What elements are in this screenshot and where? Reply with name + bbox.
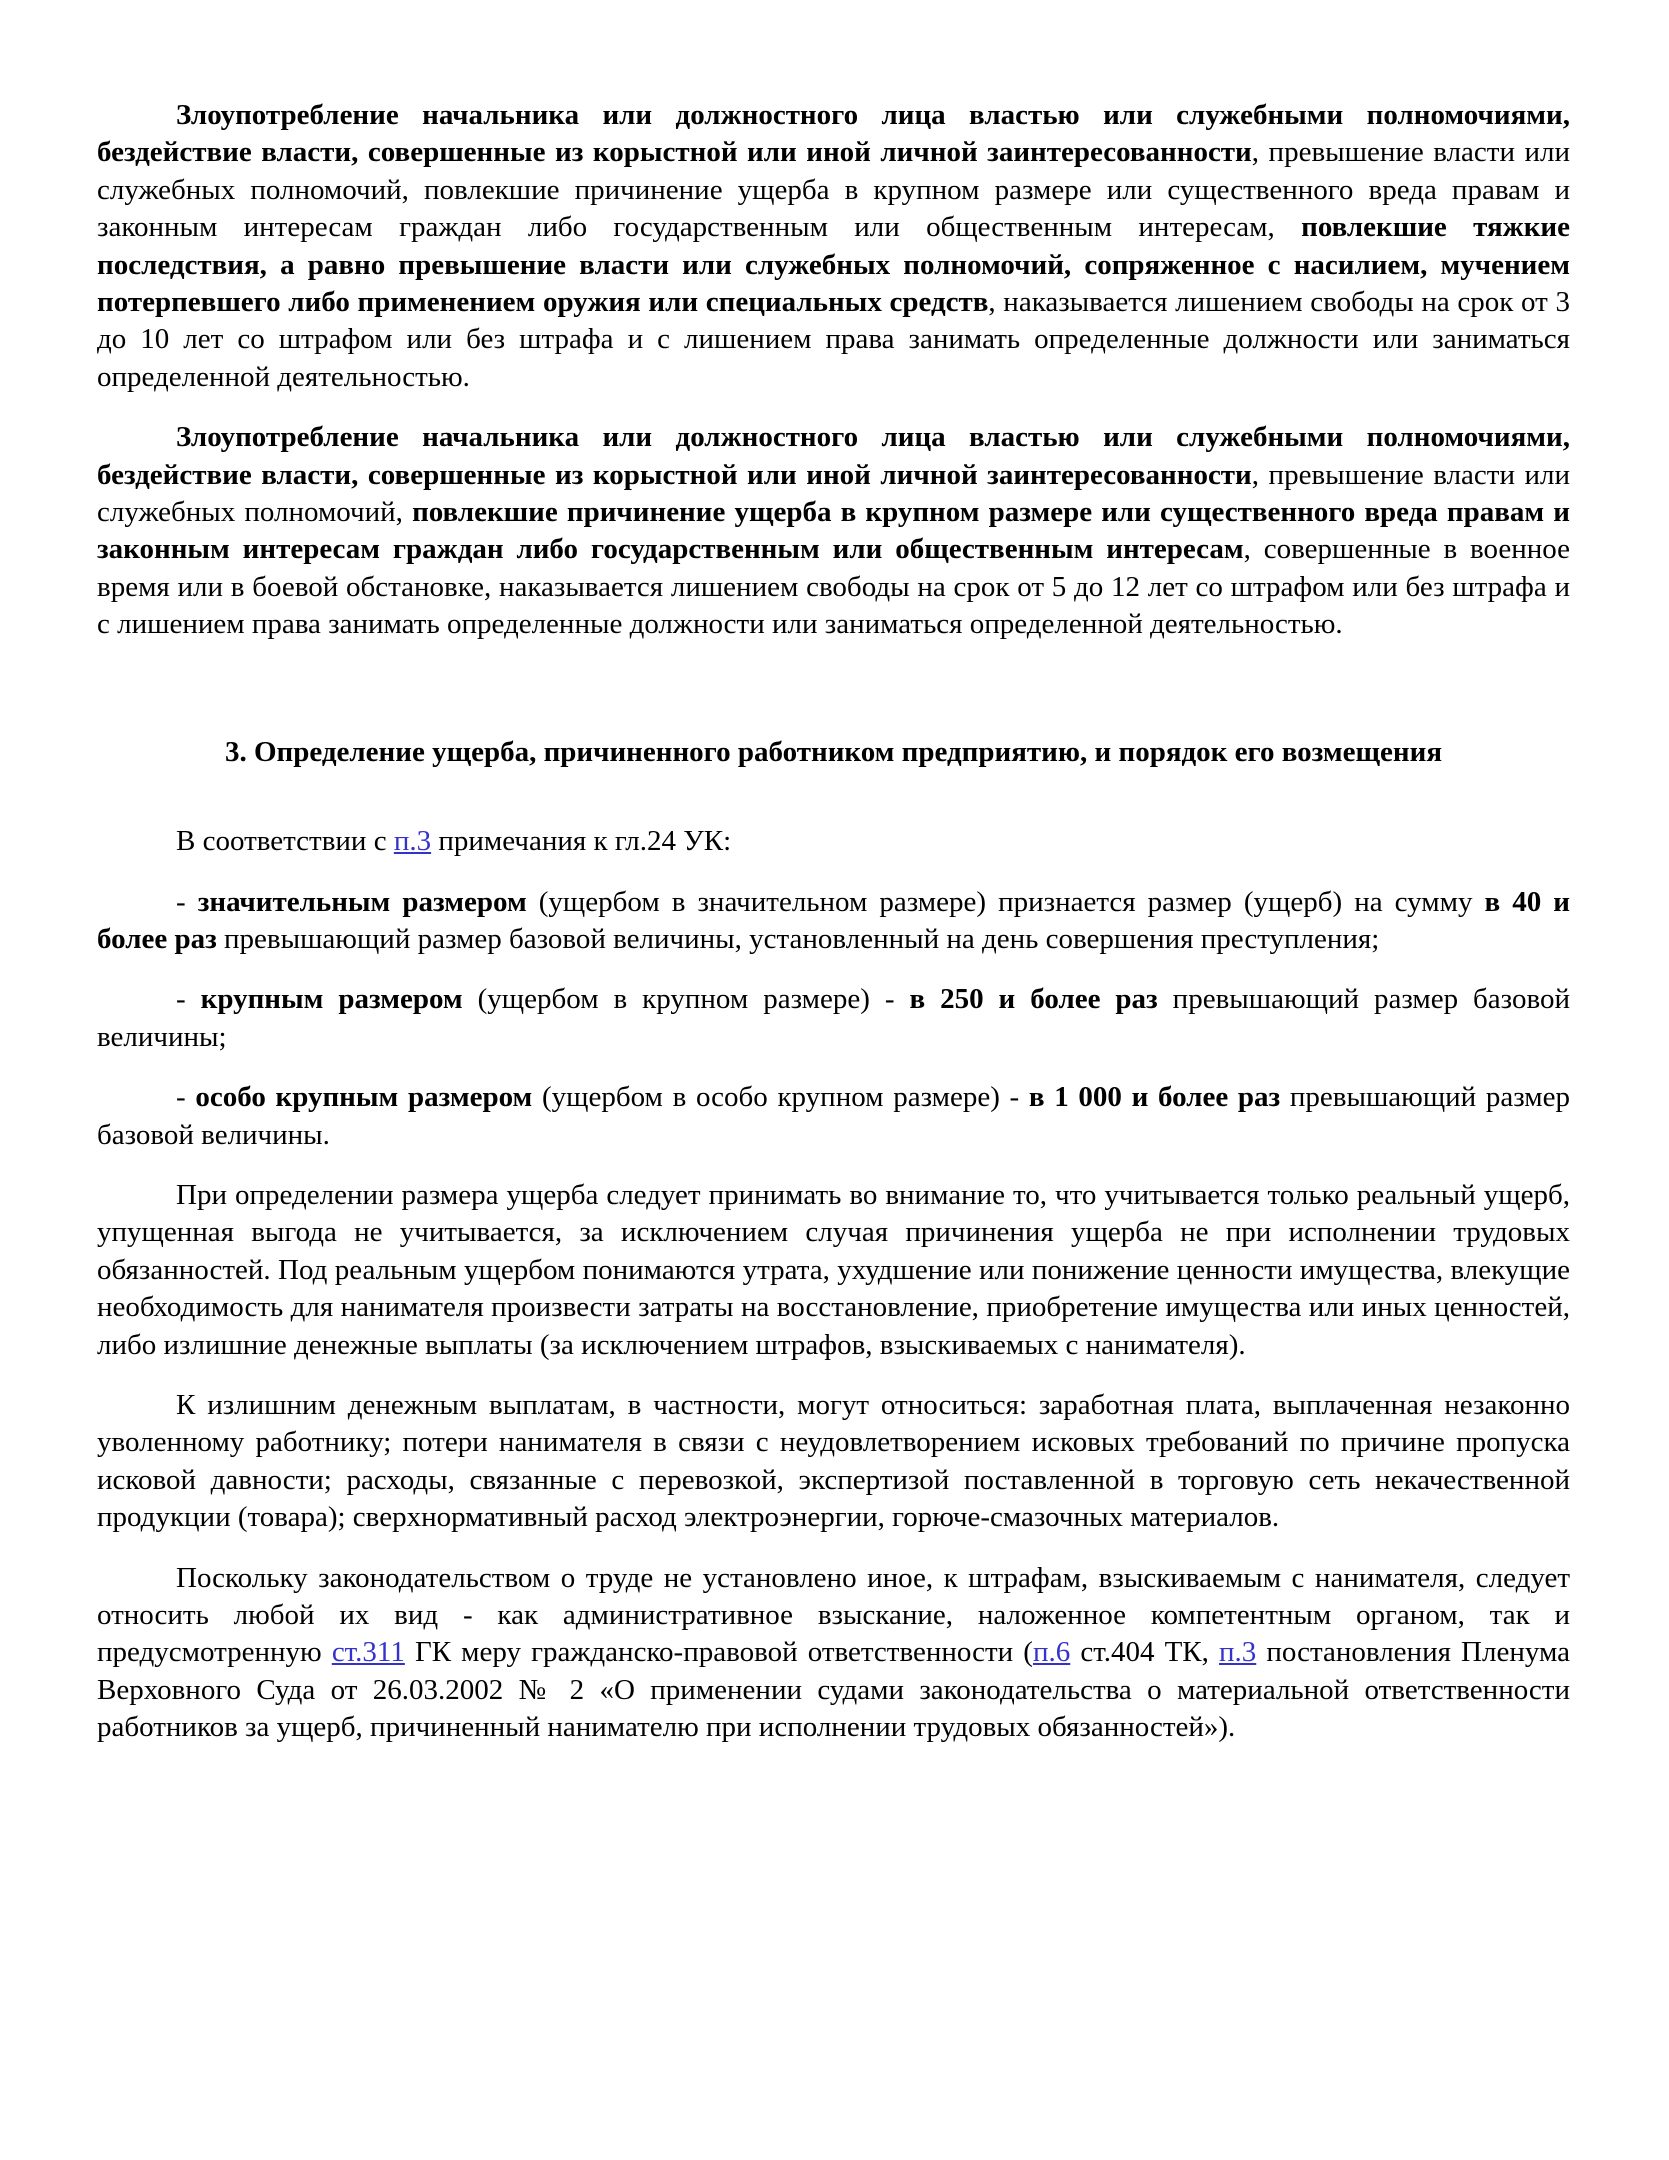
link-п.3[interactable]: п.3 [1218, 1636, 1257, 1669]
text-run: примечания к гл.24 УК: [431, 825, 732, 858]
bold-text-run: в 250 и более раз [909, 983, 1158, 1016]
paragraph [97, 1387, 1570, 1537]
text-run: , совершенные в военное время или в боевой обстановке, наказывается лишением свободы на срок от 5 до 12 лет со штрафом или без штрафа и с лишением права занимать определенные должности или заниматься определенной деятельностью. [97, 533, 1570, 641]
text-run: , наказывается лишением свободы на срок от 3 до 10 лет со штрафом или без штрафа и с лишением права занимать определенные должности или заниматься определенной деятельностью. [97, 286, 1570, 393]
bold-text-run: 3. Определение ущерба, причиненного работником предприятию, и порядок его возмещения [224, 735, 1443, 768]
text-run: (ущербом в значительном размере) признается размер (ущерб) на сумму [526, 885, 1485, 918]
text-run: (ущербом в особо крупном размере) - [532, 1081, 1029, 1114]
paragraph [97, 97, 1570, 396]
paragraph [97, 981, 1570, 1056]
link-п.6[interactable]: п.6 [1032, 1636, 1071, 1669]
text-run: В соответствии с [176, 825, 394, 858]
bold-text-run: особо крупным размером [195, 1081, 533, 1114]
paragraph [97, 1177, 1570, 1364]
paragraph [97, 1560, 1570, 1747]
text-run: ст.404 ТК, [1070, 1636, 1219, 1669]
bold-text-run: повлекшие тяжкие последствия, а равно превышение власти или служебных полномочий, сопряженное с насилием, мучением потерпевшего либо применением оружия или специальных средств [97, 211, 1570, 319]
bold-text-run: значительным размером [197, 885, 527, 918]
bold-text-run: в 40 и более раз [97, 885, 1570, 955]
link-п.3[interactable]: п.3 [393, 825, 432, 858]
text-run: При определении размера ущерба следует принимать во внимание то, что учитывается только реальный ущерб, упущенная выгода не учитывается, за исключением случая причинения ущерба не при исполнении трудовых обязанностей. Под реальным ущербом понимаются утрата, ухудшение или понижение ценности имущества, влекущие необходимость для нанимателя произвести затраты на восстановление, приобретение имущества или иных ценностей, либо излишние денежные выплаты (за исключением штрафов, взыскиваемых с нанимателя). [97, 1178, 1570, 1361]
text-run: - [176, 885, 198, 918]
bold-text-run: Злоупотребление начальника или должностного лица властью или служебными полномочиями, бездействие власти, совершенные из корыстной или иной личной заинтересованности [97, 99, 1570, 169]
text-run: ГК меру гражданско-правовой ответственности ( [404, 1636, 1033, 1669]
text-run: - [176, 1081, 196, 1114]
text-run: , превышение власти или служебных полномочий, повлекшие причинение ущерба в крупном размере или существенного вреда правам и законным интересам граждан либо государственным или общественным интересам, [97, 136, 1571, 244]
bold-text-run: повлекшие причинение ущерба в крупном размере или существенного вреда правам и законным интересам граждан либо государственным или общественным интересам [97, 496, 1571, 566]
paragraph [97, 419, 1570, 643]
bold-text-run: Злоупотребление начальника или должностного лица властью или служебными полномочиями, бездействие власти, совершенные из корыстной или иной личной заинтересованности [97, 421, 1570, 491]
text-run: , превышение власти или служебных полномочий, [97, 458, 1571, 529]
document-body [97, 97, 1570, 1747]
text-run: Поскольку законодательством о труде не установлено иное, к штрафам, взыскиваемым с нанимателя, следует относить любой их вид - как административное взыскание, наложенное компетентным органом, так и предусмотренную [97, 1561, 1570, 1669]
text-run: превышающий размер базовой величины. [97, 1081, 1571, 1151]
paragraph [97, 1079, 1570, 1154]
paragraph [97, 823, 1570, 860]
paragraph [97, 884, 1570, 959]
text-run: (ущербом в крупном размере) - [462, 983, 910, 1016]
text-run: превышающий размер базовой величины, установленный на день совершения преступления; [216, 922, 1380, 955]
bold-text-run: крупным размером [200, 983, 463, 1016]
text-run: постановления Пленума Верховного Суда от 26.03.2002 № 2 «О применении судами законодательства о материальной ответственности работников за ущерб, причиненный нанимателю при исполнении трудовых обязанностей»). [97, 1636, 1570, 1744]
text-run: превышающий размер базовой величины; [97, 983, 1570, 1053]
link-ст.311[interactable]: ст.311 [331, 1636, 405, 1669]
text-run: - [176, 983, 201, 1016]
bold-text-run: в 1 000 и более раз [1028, 1081, 1281, 1114]
text-run: К излишним денежным выплатам, в частности, могут относиться: заработная плата, выплаченная незаконно уволенному работнику; потери нанимателя в связи с неудовлетворением исковых требований по причине пропуска исковой давности; расходы, связанные с перевозкой, экспертизой поставленной в торговую сеть некачественной продукции (товара); сверхнормативный расход электроэнергии, горюче-смазочных материалов. [97, 1388, 1570, 1534]
section-heading [97, 734, 1570, 771]
